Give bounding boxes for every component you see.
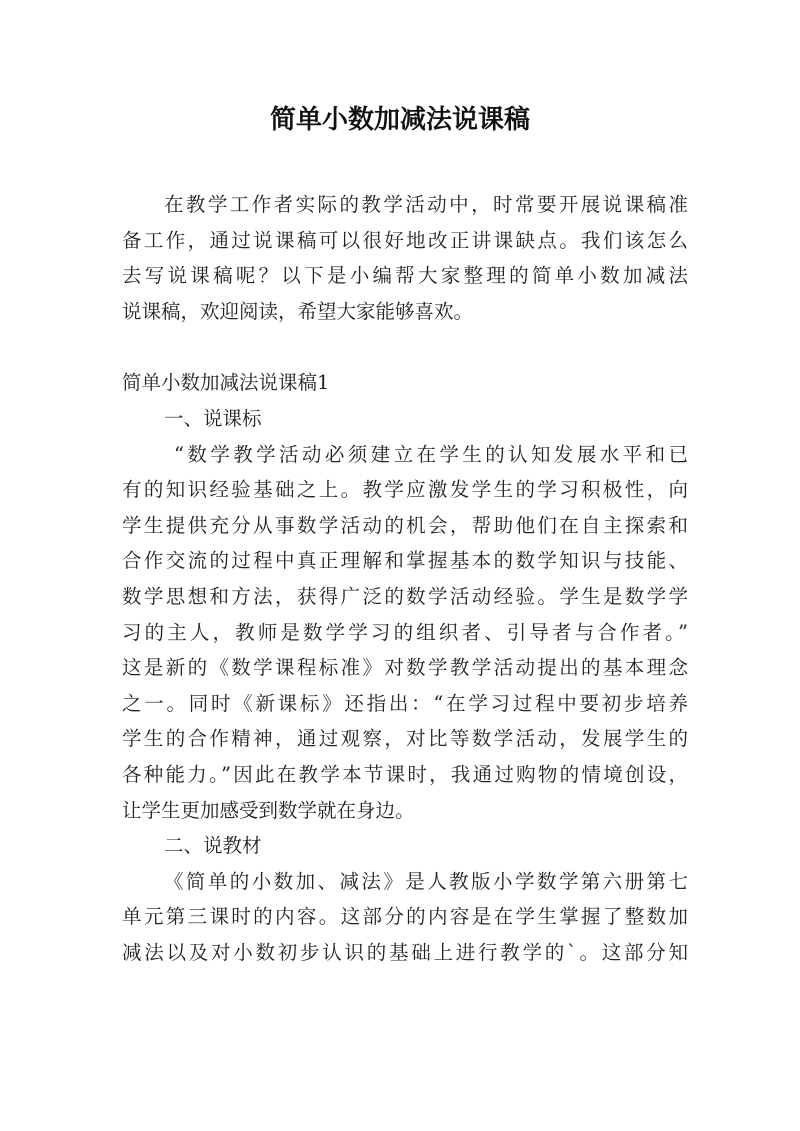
paragraph-gap	[122, 329, 688, 365]
document-body	[122, 187, 688, 970]
text-line: 学生提供充分从事数学活动的机会，帮助他们在自主探索和	[122, 513, 688, 537]
text-line: 去写说课稿呢？以下是小编帮大家整理的简单小数加减法	[122, 264, 688, 288]
text-line: 这是新的《数学课程标准》对数学教学活动提出的基本理念	[122, 656, 688, 680]
section-heading: 简单小数加减法说课稿1	[122, 371, 330, 395]
part1-paragraph	[122, 437, 688, 829]
text-line: 单元第三课时的内容。这部分的内容是在学生掌握了整数加	[122, 905, 688, 929]
text-line: 在教学工作者实际的教学活动中，时常要开展说课稿准	[164, 193, 688, 216]
text-line: “数学教学活动必须建立在学生的认知发展水平和已	[174, 442, 688, 466]
text-line: 各种能力。”因此在教学本节课时，我通过购物的情境创设，	[122, 762, 688, 786]
part2-paragraph	[122, 864, 688, 971]
intro-paragraph	[122, 187, 688, 329]
text-line: 之一。同时《新课标》还指出：“在学习过程中要初步培养	[122, 691, 688, 715]
text-line: 《简单的小数加、减法》是人教版小学数学第六册第七	[164, 869, 688, 893]
text-line: 减法以及对小数初步认识的基础上进行教学的`。这部分知	[122, 940, 688, 964]
part2-heading: 二、说教材	[164, 834, 262, 858]
text-line: 有的知识经验基础之上。教学应激发学生的学习积极性，向	[122, 478, 688, 502]
text-line: 合作交流的过程中真正理解和掌握基本的数学知识与技能、	[122, 549, 688, 573]
text-line: 数学思想和方法，获得广泛的数学活动经验。学生是数学学	[122, 584, 688, 608]
text-line: 备工作，通过说课稿可以很好地改正讲课缺点。我们该怎么	[122, 228, 688, 252]
text-line: 学生的合作精神，通过观察，对比等数学活动，发展学生的	[122, 727, 688, 751]
document-title: 简单小数加减法说课稿	[269, 105, 530, 135]
part1-heading: 一、说课标	[164, 406, 262, 430]
text-line: 说课稿，欢迎阅读，希望大家能够喜欢。	[122, 299, 474, 323]
text-line: 让学生更加感受到数学就在身边。	[122, 798, 415, 822]
text-line: 习的主人，教师是数学学习的组织者、引导者与合作者。”	[122, 620, 688, 644]
